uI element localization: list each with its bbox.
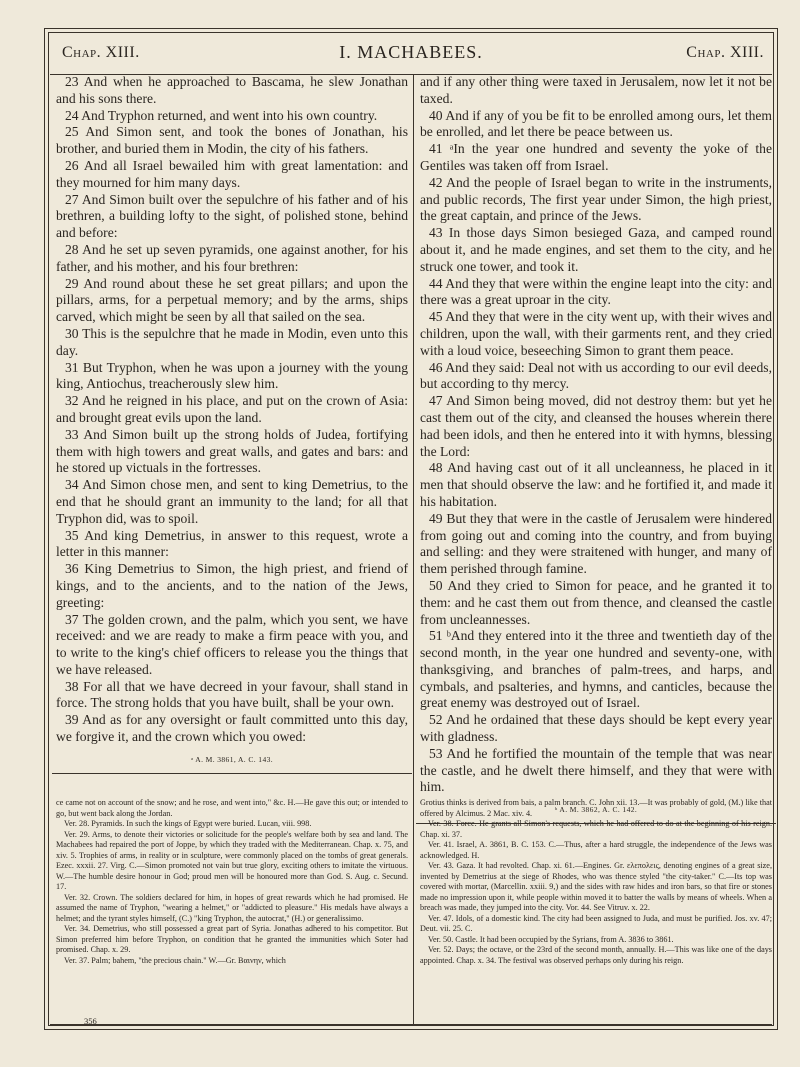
commentary-note: Ver. 28. Pyramids. In such the kings of Egypt were buried. Lucan, viii. 998. xyxy=(64,819,312,828)
verse: 43 In those days Simon besieged Gaza, and camped round about it, and he made engines, and set them to the city, and he struck one tower, and took it. xyxy=(420,225,772,274)
verse: 40 And if any of you be fit to be enrolled among ours, let them be enrolled, and let there be peace between us. xyxy=(420,107,772,140)
page-number: 356 xyxy=(84,1016,97,1026)
column-divider xyxy=(413,74,414,1026)
verse: 30 This is the sepulchre that he made in Modin, even unto this day. xyxy=(56,325,408,358)
book-title: I. MACHABEES. xyxy=(339,42,483,62)
verse: 36 King Demetrius to Simon, the high priest, and friend of kings, and to the ancients, and to the nation of the Jews, greeting: xyxy=(56,561,408,610)
verse: 38 For all that we have decreed in your favour, shall stand in force. The strong holds that you have built, shall be your own. xyxy=(56,678,408,711)
verse: 49 But they that were in the castle of Jerusalem were hindered from going out and coming into the country, and from buying and selling: and they were straitened with hunger, and many of them perished through famine. xyxy=(420,510,772,577)
verse: 25 And Simon sent, and took the bones of Jonathan, his brother, and buried them in Modin, the city of his fathers. xyxy=(56,124,408,157)
verse: 53 And he fortified the mountain of the temple that was near the castle, and he dwelt there himself, and they that were with him. xyxy=(420,745,772,795)
verse: 23 And when he approached to Bascama, he slew Jonathan and his sons there. xyxy=(56,74,408,106)
verse: 50 And they cried to Simon for peace, and he granted it to them: and he cast them out from thence, and cleansed the castle from uncleannesses. xyxy=(420,577,772,627)
verse: 48 And having cast out of it all uncleanness, he placed in it men that should observe the law: and he fortified it, and made it his habitation. xyxy=(420,460,772,509)
verse: 42 And the people of Israel began to write in the instruments, and public records, The first year under Simon, the high priest, the great captain, and prince of the Jews. xyxy=(420,174,772,224)
date-reference: ᵃ A. M. 3861, A. C. 143. xyxy=(190,754,274,764)
verse: 51 ᵇAnd they entered into it the three and twentieth day of the second month, in the year one hundred and seventy-one, with thanksgiving, and branches of palm-trees, and harps, and cymbals, and psalteries, and hymns, and canticles, because the great enemy was destroyed out of Israel. xyxy=(420,628,772,711)
verse: 32 And he reigned in his place, and put on the crown of Asia: and brought great evils upon the land. xyxy=(56,393,408,425)
commentary-note: Ver. 34. Demetrius, who still possessed a great part of Syria. Jonathas adhered to his competitor. But Simon preferred him before Tryphon, on condition that he granted the immunities which Soter had promised. Chap. x. 29. xyxy=(56,924,408,954)
commentary-note: Ver. 37. Palm; bahem, "the precious chain." W.—Gr. Βαινην, which xyxy=(64,955,286,965)
bottom-rule xyxy=(50,1024,772,1025)
date-reference: ᵇ A. M. 3862, A. C. 142. xyxy=(554,805,638,815)
commentary-note: Ver. 52. Days; the octave, or the 23rd of the second month, annually. H.—This was like one of the days appointed. Chap. x. 34. The festival was observed perhaps only during his reign. xyxy=(420,945,772,965)
commentary-left xyxy=(56,798,408,966)
verse: and if any other thing were taxed in Jerusalem, now let it not be taxed. xyxy=(420,74,772,106)
chapter-label-right: Chap. XIII. xyxy=(686,44,764,61)
verse: 44 And they that were within the engine leapt into the city: and there was a great uproar in the city. xyxy=(420,275,772,308)
chapter-label-left: Chap. XIII. xyxy=(62,44,140,61)
verse: 27 And Simon built over the sepulchre of his father and of his brethren, a building lofty to the sight, of polished stone, behind and before: xyxy=(56,191,408,241)
verse: 26 And all Israel bewailed him with great lamentation: and they mourned for him many days. xyxy=(56,157,408,190)
commentary-note: Ver. 29. Arms, to denote their victories or solicitude for the people's welfare both by sea and land. The Machabees had repaired the port of Joppe, by which they traded with the Mediterranean. Chap. x. 75, and xiv. 5. Trophies of arms, in reality or in sculpture, were commonly placed on the tombs of great generals. Ezec. xxxii. 27. Virg. C.—Simon promoted not vain but true glory, exciting others to imitate the virtuous. W.—The humble desire honour in God; proud men will be honoured more than God. S. Aug. c. Secund. 17. xyxy=(56,829,408,891)
commentary-note: Grotius thinks is derived from bais, a palm branch. C. John xii. 13.—It was probably of gold, (M.) like that offered by Alcimus. 2 Mac. xiv. 4. xyxy=(420,798,772,818)
commentary-note: Ver. 32. Crown. The soldiers declared for him, in hopes of great rewards which he had promised. He assumed the name of Tryphon, "wearing a helmet," or "addicted to pleasure." His medals have always a helmet; and the tyrant styles himself, (C.) "king Tryphon, the autocrat," (H.) or generalissimo. xyxy=(56,892,408,923)
right-column xyxy=(420,74,772,824)
commentary-note: Ver. 50. Castle. It had been occupied by the Syrians, from A. 3836 to 3861. xyxy=(428,934,674,944)
commentary-note: Ver. 41. Israel, A. 3861, B. C. 153. C.—Thus, after a hard struggle, the independence of the Jews was acknowledged. H. xyxy=(420,840,772,860)
verse: 39 And as for any oversight or fault committed unto this day, we forgive it, and the crown which you owed: xyxy=(56,712,408,745)
verse: 45 And they that were in the city went up, with their wives and children, upon the wall, with their garments rent, and they cried with a loud voice, beseeching Simon to grant them peace. xyxy=(420,309,772,358)
verse: 35 And king Demetrius, in answer to this request, wrote a letter in this manner: xyxy=(56,527,408,560)
left-column xyxy=(56,74,408,774)
running-header xyxy=(50,36,772,75)
verse: 29 And round about these he set great pillars; and upon the pillars, arms, for a perpetual memory; and by the arms, ships carved, which might be seen by all that sailed on the sea. xyxy=(56,275,408,325)
verse: 47 And Simon being moved, did not destroy them: but yet he cast them out of the city, and cleansed the houses wherein there had been idols, and then he entered into it with hymns, blessing the Lord: xyxy=(420,393,772,459)
commentary-note: ce came not on account of the snow; and he rose, and went into," &c. H.—He gave this out; or intended to go, but went back along the Jordan. xyxy=(56,798,408,818)
verse: 41 ᵃIn the year one hundred and seventy the yoke of the Gentiles was taken off from Israel. xyxy=(420,141,772,173)
verse: 46 And they said: Deal not with us according to our evil deeds, but according to thy mercy. xyxy=(420,359,772,392)
verse: 31 But Tryphon, when he was upon a journey with the young king, Antiochus, treacherously slew him. xyxy=(56,359,408,392)
verse: 37 The golden crown, and the palm, which you sent, we have received: and we are ready to make a firm peace with you, and to write to the king's chief officers to release you the things that we have released. xyxy=(56,611,408,677)
footnote-rule xyxy=(52,773,412,774)
commentary-note: Ver. 38. Force. He grants all Simon's requests, which he had offered to do at the beginning of his reign. Chap. xi. 37. xyxy=(420,819,772,839)
verse: 52 And he ordained that these days should be kept every year with gladness. xyxy=(420,712,772,745)
verse: 34 And Simon chose men, and sent to king Demetrius, to the end that he should grant an immunity to the land; for all that Tryphon did, was to spoil. xyxy=(56,477,408,526)
commentary-right xyxy=(420,798,772,966)
verse: 24 And Tryphon returned, and went into his own country. xyxy=(65,107,378,123)
verse: 33 And Simon built up the strong holds of Judea, fortifying them with high towers and great walls, and gates and bars: and he stored up victuals in the fortresses. xyxy=(56,426,408,476)
verse: 28 And he set up seven pyramids, one against another, for his father, and his mother, and his four brethren: xyxy=(56,241,408,274)
commentary-note: Ver. 43. Gaza. It had revolted. Chap. xi. 61.—Engines. Gr. ελεπολεις, denoting engines of a great size, invented by Demetrius at the siege of Rhodes, who was thence styled "the city-taker." C.—Its top was covered with mortar, (Marcellin. xxiii. 9,) and the sides with raw hides and iron bars, so that fire or stones made no impression upon it, while people within moved it to batter the walls by means of wheels. When a breach was made, they jumped into the city. Vor. 44. See Vitruv. x. 22. xyxy=(420,861,772,912)
commentary-note: Ver. 47. Idols, of a domestic kind. The city had been assigned to Juda, and must be purified. Jos. xv. 47; Deut. vii. 25. C. xyxy=(420,913,772,933)
